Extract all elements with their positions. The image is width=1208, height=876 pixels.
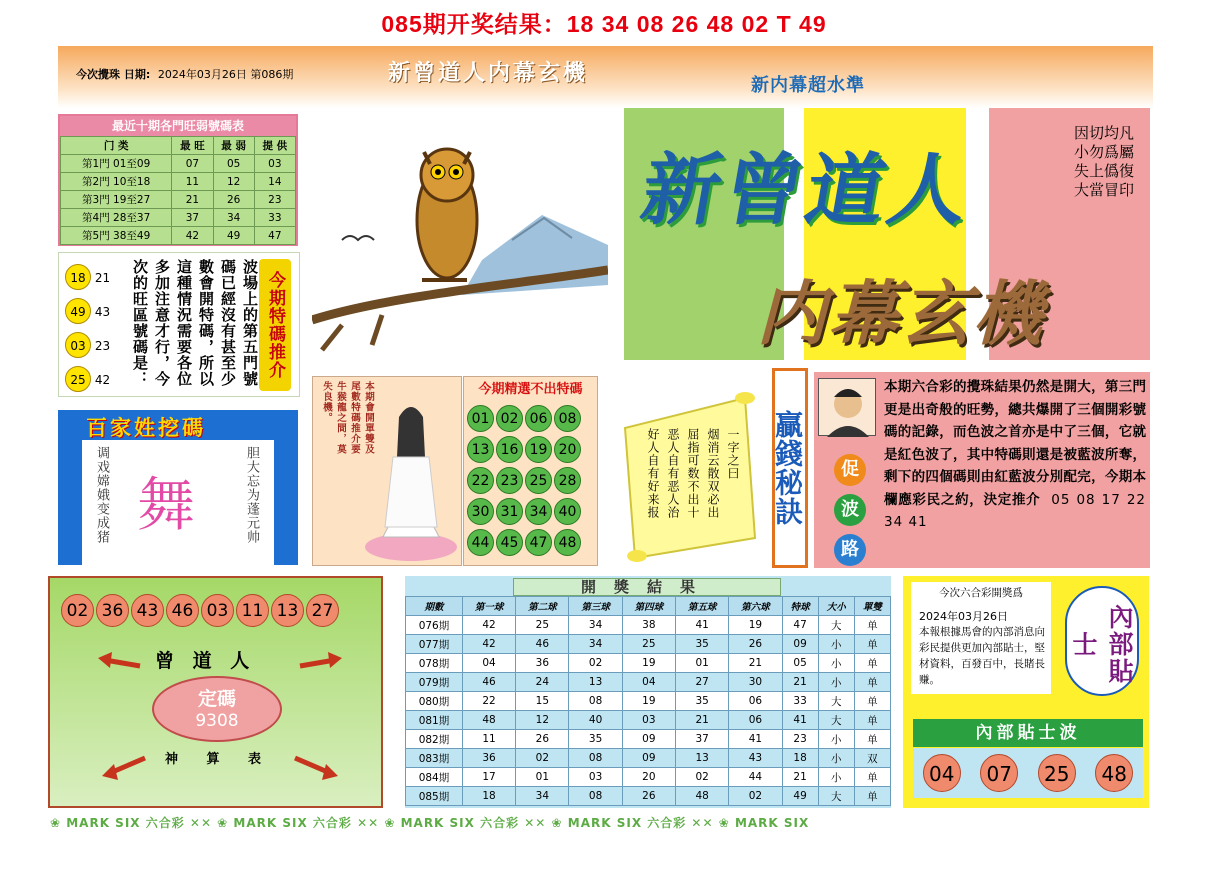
number-ball: 47: [525, 529, 552, 556]
table-cell: 19: [622, 654, 675, 673]
table-row: [406, 673, 891, 692]
table-cell: 04: [622, 673, 675, 692]
table-cell: 单: [854, 692, 890, 711]
table-cell: 小: [818, 673, 854, 692]
table-cell: 单: [854, 711, 890, 730]
insider-tips: [903, 576, 1149, 808]
table-cell: 大: [818, 692, 854, 711]
table-cell: 18: [782, 749, 818, 768]
wave-title: 內部貼士波: [913, 719, 1143, 747]
table-cell: 09: [622, 730, 675, 749]
table-cell: 21: [782, 768, 818, 787]
table-cell: 双: [854, 749, 890, 768]
col-header: 门 类: [61, 137, 172, 155]
table-cell: 03: [622, 711, 675, 730]
table-cell: 13: [569, 673, 622, 692]
table-cell: 小: [818, 635, 854, 654]
number-ball: 48: [1095, 754, 1133, 792]
table-cell: 11: [462, 730, 515, 749]
results-caption: 開獎結果: [513, 578, 781, 596]
table-cell: 47: [782, 616, 818, 635]
table-row: [406, 787, 891, 806]
table-cell: 27: [676, 673, 729, 692]
number-ball: 25: [525, 467, 552, 494]
table-cell: 17: [462, 768, 515, 787]
table-cell: 25: [516, 616, 569, 635]
table-cell: 33: [782, 692, 818, 711]
table-row: [406, 768, 891, 787]
table-cell: 01: [516, 768, 569, 787]
table-cell: 单: [854, 616, 890, 635]
table-cell: 40: [569, 711, 622, 730]
table-cell: 41: [729, 730, 782, 749]
win-title: 贏錢秘訣: [772, 368, 808, 568]
table-cell: 34: [569, 635, 622, 654]
number-ball: 28: [554, 467, 581, 494]
surname-box: [58, 410, 298, 565]
table-cell: 36: [462, 749, 515, 768]
table-cell: 19: [729, 616, 782, 635]
table-cell: 34: [516, 787, 569, 806]
portrait: [818, 378, 876, 436]
insider-badge: 內部貼士: [1065, 586, 1139, 696]
door-table: [58, 114, 298, 246]
excluded-grid: [464, 403, 597, 558]
table-row: [406, 730, 891, 749]
table-cell: 46: [516, 635, 569, 654]
table-cell: 小: [818, 749, 854, 768]
door-table-caption: 最近十期各門旺弱號碼表: [60, 116, 296, 136]
col-header: 第四球: [622, 597, 675, 616]
table-cell: 单: [854, 654, 890, 673]
riddle-left: 调戏嫦娥变成猪: [94, 446, 109, 544]
table-cell: 44: [729, 768, 782, 787]
insider-head: 今次六合彩開獎爲: [939, 587, 1023, 599]
number-ball: 03: [65, 332, 91, 358]
green-code-box: [48, 576, 383, 808]
wave-numbers: [913, 748, 1143, 798]
table-cell: 08: [569, 749, 622, 768]
table-row: 第2門 10至18 11 12 14: [61, 173, 296, 191]
col-header: 第六球: [729, 597, 782, 616]
special-title: 今期特碼推介: [259, 259, 291, 391]
insider-date: 2024年03月26日: [919, 610, 1008, 623]
col-header: 最 弱: [213, 137, 254, 155]
number-ball: 46: [166, 594, 199, 627]
riddle-right: 胆大忘为蓬元帅: [244, 446, 259, 544]
table-cell: 单: [854, 787, 890, 806]
table-cell: 09: [782, 635, 818, 654]
number-ball: 07: [980, 754, 1018, 792]
col-header: 第二球: [516, 597, 569, 616]
green-bottom: 神 算 表: [165, 752, 274, 767]
number-ball: 30: [467, 498, 494, 525]
table-cell: 30: [729, 673, 782, 692]
table-cell: 18: [462, 787, 515, 806]
table-cell: 25: [622, 635, 675, 654]
table-row: 第4門 28至37 37 34 33: [61, 209, 296, 227]
table-cell: 19: [622, 692, 675, 711]
excluded-title: 今期精選不出特碼: [478, 382, 583, 397]
table-cell: 09: [622, 749, 675, 768]
number-ball: 13: [467, 436, 494, 463]
code-value: 9308: [195, 711, 239, 731]
table-cell: 小: [818, 768, 854, 787]
table-row: [406, 749, 891, 768]
table-row: [406, 616, 891, 635]
number-ball: 27: [306, 594, 339, 627]
win-secret-box: [772, 368, 1150, 568]
col-header: 第一球: [462, 597, 515, 616]
number-ball: 48: [554, 529, 581, 556]
banner-side-text: 因切均凡 小勿爲屬 失上僞復 大當冒印: [1074, 124, 1135, 199]
banner-title-1: 新曾道人: [634, 146, 979, 236]
table-cell: 38: [622, 616, 675, 635]
number-ball: 02: [61, 594, 94, 627]
table-cell: 076期: [406, 616, 463, 635]
table-cell: 单: [854, 768, 890, 787]
win-text: 本期六合彩的攪珠結果仍然是開大，第三門更是出奇般的旺勢，總共爆開了三個開彩號碼的記錄，而色波之首亦是中了三個，它就是紅色波了，其中特碼則還是被藍波所奪，剩下的四個碼則由紅藍波分別配完，今期本欄應彩民之約，決定推介 05 08 17 22 34 41: [884, 379, 1146, 530]
table-cell: 077期: [406, 635, 463, 654]
number-ball: 49: [65, 298, 91, 324]
table-cell: 41: [782, 711, 818, 730]
table-cell: 48: [462, 711, 515, 730]
table-cell: 小: [818, 730, 854, 749]
insider-text: 本報根據馬會的內部消息向彩民提供更加內部貼士，堅材資料，百發百中，長賭長赚。: [919, 626, 1045, 686]
col-header: 第五球: [676, 597, 729, 616]
table-cell: 43: [729, 749, 782, 768]
table-row: 第5門 38至49 42 49 47: [61, 227, 296, 245]
number-ball: 04: [923, 754, 961, 792]
table-cell: 35: [569, 730, 622, 749]
header-subtitle: 新内幕超水準: [751, 75, 865, 96]
number-ball: 19: [525, 436, 552, 463]
green-numbers: [60, 594, 340, 627]
table-cell: 21: [676, 711, 729, 730]
table-cell: 36: [516, 654, 569, 673]
scroll-text: 一字之曰 烟消云散双必出 屈指可数不出十 恶人自有恶人治 好人自有好来报: [646, 428, 740, 519]
table-cell: 35: [676, 635, 729, 654]
number-ball: 25: [65, 366, 91, 392]
table-row: [406, 635, 891, 654]
tip-text: 次的旺區號碼是： 多加注意才行，今 這種情況需要各位 數會開特碼，所以 碼已經沒有甚至少 波場上的第五門號: [131, 259, 259, 387]
number-ball: 22: [467, 467, 494, 494]
table-cell: 大: [818, 711, 854, 730]
top-result: 085期开奖结果：18 34 08 26 48 02 T 49: [381, 11, 827, 37]
table-cell: 大: [818, 616, 854, 635]
table-row: [406, 692, 891, 711]
number-ball: 25: [1038, 754, 1076, 792]
green-title: 曾 道 人: [155, 650, 256, 672]
number-ball: 18: [65, 264, 91, 290]
owl-illustration: [312, 120, 608, 365]
table-cell: 02: [569, 654, 622, 673]
tag-ball: 路: [834, 534, 866, 566]
col-header: 期數: [406, 597, 463, 616]
number-ball: 20: [554, 436, 581, 463]
table-cell: 06: [729, 692, 782, 711]
number-pairs: 18 21 49 43 03 23 25 42: [65, 261, 125, 397]
number-ball: 11: [236, 594, 269, 627]
table-cell: 46: [462, 673, 515, 692]
table-cell: 06: [729, 711, 782, 730]
table-cell: 单: [854, 635, 890, 654]
table-cell: 23: [782, 730, 818, 749]
table-cell: 34: [569, 616, 622, 635]
table-cell: 08: [569, 787, 622, 806]
draw-date: 今次攪珠 日期: 2024年03月26日 第086期: [76, 68, 294, 81]
number-ball: 45: [496, 529, 523, 556]
table-cell: 20: [622, 768, 675, 787]
table-cell: 37: [676, 730, 729, 749]
col-header: 大小: [818, 597, 854, 616]
table-cell: 04: [462, 654, 515, 673]
table-cell: 大: [818, 787, 854, 806]
table-cell: 26: [729, 635, 782, 654]
table-row: [406, 654, 891, 673]
table-row: [406, 711, 891, 730]
table-cell: 079期: [406, 673, 463, 692]
table-cell: 单: [854, 730, 890, 749]
scroll-box: [615, 378, 765, 568]
number-ball: 34: [525, 498, 552, 525]
number-ball: 06: [525, 405, 552, 432]
table-cell: 082期: [406, 730, 463, 749]
table-cell: 24: [516, 673, 569, 692]
table-cell: 22: [462, 692, 515, 711]
table-cell: 42: [462, 616, 515, 635]
col-header: 提 供: [254, 137, 295, 155]
code-label: 定碼: [197, 688, 236, 710]
table-cell: 21: [729, 654, 782, 673]
col-header: 特球: [782, 597, 818, 616]
table-cell: 26: [516, 730, 569, 749]
table-row: 第3門 19至27 21 26 23: [61, 191, 296, 209]
table-cell: 08: [569, 692, 622, 711]
table-cell: 02: [516, 749, 569, 768]
table-cell: 26: [622, 787, 675, 806]
number-ball: 13: [271, 594, 304, 627]
number-ball: 16: [496, 436, 523, 463]
number-ball: 31: [496, 498, 523, 525]
col-header: 最 旺: [172, 137, 213, 155]
table-cell: 080期: [406, 692, 463, 711]
table-cell: 01: [676, 654, 729, 673]
table-cell: 02: [676, 768, 729, 787]
table-cell: 02: [729, 787, 782, 806]
surname-title: 百家姓挖碼: [86, 416, 206, 440]
number-ball: 01: [467, 405, 494, 432]
table-cell: 05: [782, 654, 818, 673]
special-tip-box: [58, 252, 300, 397]
table-cell: 078期: [406, 654, 463, 673]
table-cell: 084期: [406, 768, 463, 787]
table-cell: 21: [782, 673, 818, 692]
goddess-text: 本期會開單雙及 尾數特碼推介要 牛猴龍之間，莫 失良機。: [321, 381, 374, 455]
number-ball: 36: [96, 594, 129, 627]
table-cell: 41: [676, 616, 729, 635]
table-cell: 12: [516, 711, 569, 730]
table-cell: 单: [854, 673, 890, 692]
header-bar: [58, 46, 1153, 108]
excluded-numbers: [463, 376, 598, 566]
table-cell: 085期: [406, 787, 463, 806]
col-header: 單雙: [854, 597, 890, 616]
tag-ball: 波: [834, 494, 866, 526]
table-cell: 13: [676, 749, 729, 768]
number-ball: 02: [496, 405, 523, 432]
draw-results: [405, 576, 891, 808]
table-cell: 083期: [406, 749, 463, 768]
riddle-char: 舞: [137, 471, 196, 539]
table-row: 第1門 01至09 07 05 03: [61, 155, 296, 173]
number-ball: 08: [554, 405, 581, 432]
header-title: 新曾道人内幕玄機: [388, 61, 589, 86]
number-ball: 03: [201, 594, 234, 627]
table-cell: 小: [818, 654, 854, 673]
number-ball: 40: [554, 498, 581, 525]
number-ball: 44: [467, 529, 494, 556]
main-banner: [624, 108, 1150, 360]
table-cell: 42: [462, 635, 515, 654]
table-cell: 35: [676, 692, 729, 711]
col-header: 第三球: [569, 597, 622, 616]
table-cell: 081期: [406, 711, 463, 730]
results-table: [405, 596, 891, 806]
footer-strip: ❀ MARK SIX 六合彩 ✕✕ ❀ MARK SIX 六合彩 ✕✕ ❀ MARK SIX 六合彩 ✕✕ ❀ MARK SIX 六合彩 ✕✕ ❀ MARK SIX: [50, 816, 810, 830]
table-cell: 03: [569, 768, 622, 787]
table-cell: 49: [782, 787, 818, 806]
goddess-box: [312, 376, 462, 566]
table-cell: 15: [516, 692, 569, 711]
banner-title-2: 内幕玄機: [751, 273, 1062, 355]
tag-ball: 促: [834, 454, 866, 486]
table-cell: 48: [676, 787, 729, 806]
number-ball: 43: [131, 594, 164, 627]
number-ball: 23: [496, 467, 523, 494]
